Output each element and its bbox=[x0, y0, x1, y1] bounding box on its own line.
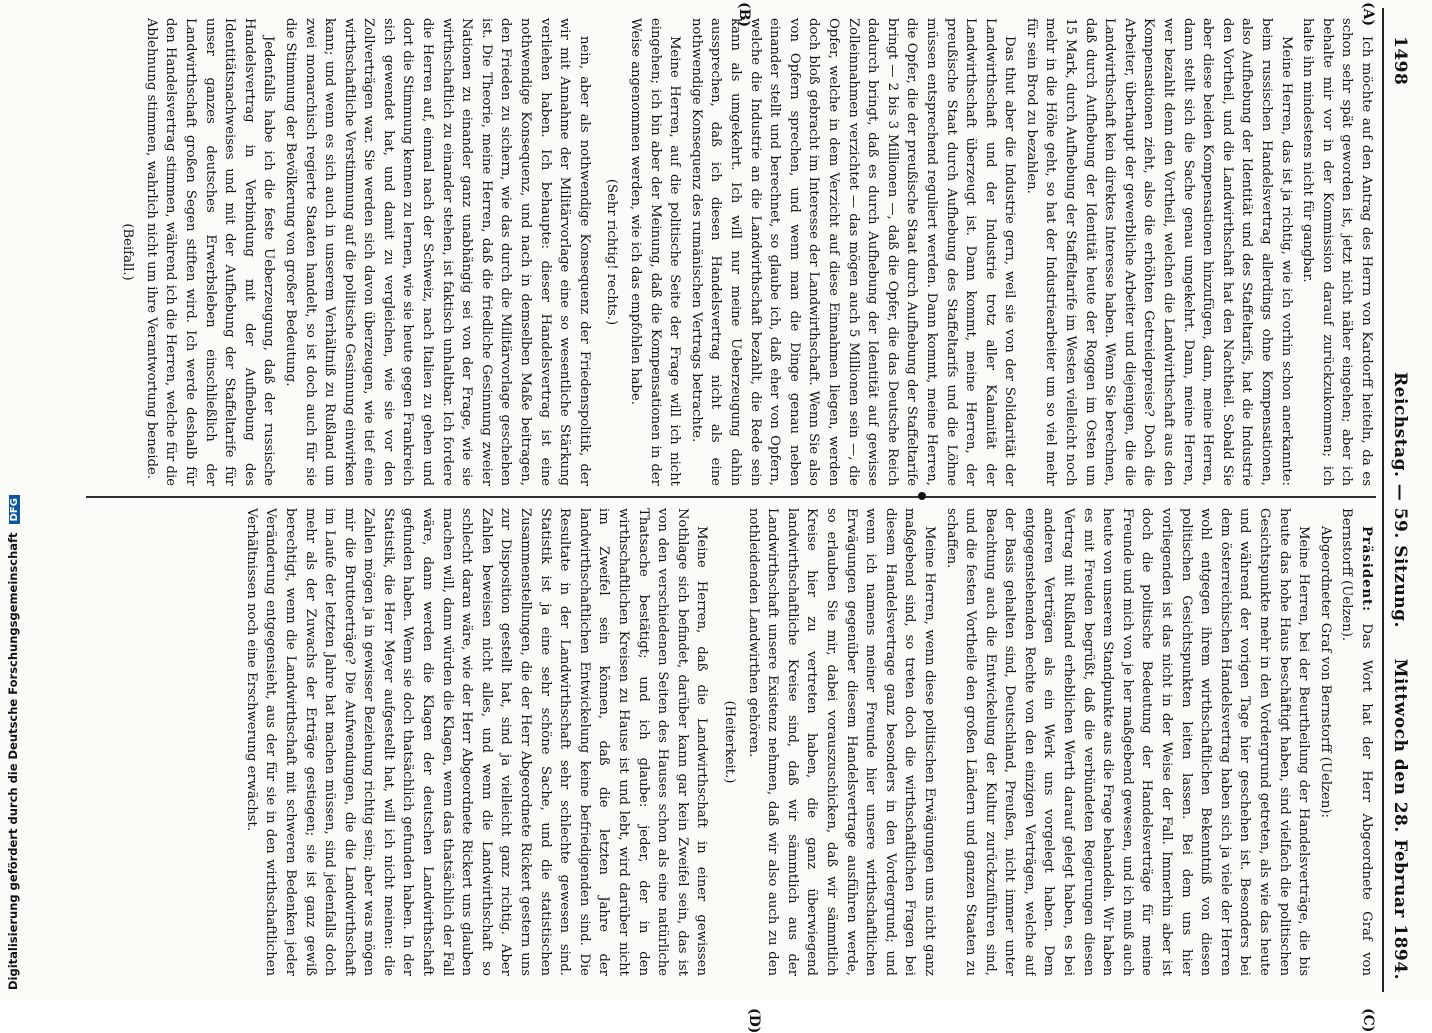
dfg-logo: DFG bbox=[9, 495, 20, 524]
running-head bbox=[1386, 8, 1412, 992]
right-column bbox=[76, 508, 1376, 976]
running-title: Reichstag. — 59. Sitzung. bbox=[1390, 372, 1410, 628]
paragraph: nein, aber als nothwendige Konsequenz der Friedenspolitik, der wir mit Annahme der Militärvorlage eine so wesentliche Stärkung verliehen haben. Ich behaupte: dieser Handelsvertrag ist eine nothwendige Konsequenz, und nach in demselben Maße beitragen, den Frieden zu sichern, wie das durch die Militärvorlage geschehen ist. Die Theorie, meine Herren, daß die friedliche Gesinnung zweier Nationen zu einander ganz unabhängig sei von der Frage, wie sie wirthschaftlich zu einander stehen, ist faktisch unhaltbar. Ich fordere die Herren auf, einmal nach der Schweiz, nach Italien zu gehen und dort die Stimmung kennen zu lernen, wie sie heute gegen Frankreich sich gewendet hat, und damit zu vergleichen, wie sie vor den Zollverträgen war. Sie werden sich davon überzeugen, wie tief eine wirthschaftliche Verstimmung auf die politische Gesinnung einwirken kann; und wenn es sich auch in unserem Verhältniß zu Rußland um zwei monarchisch regierte Staaten handelt, so ist doch auch für sie die Stimmung der Bevölkerung von großer Bedeutung. bbox=[282, 18, 592, 486]
header-rule bbox=[1382, 8, 1384, 992]
paragraph: Meine Herren, auf die politische Seite der Frage will ich nicht eingehen; ich bin aber der Meinung, daß die Kompensationen in der Weise angenommen werden, wie ich das empfohlen habe. bbox=[628, 18, 683, 486]
president-line bbox=[1337, 508, 1376, 976]
stage-direction: (Sehr richtig! rechts.) bbox=[604, 178, 620, 326]
session-date: Mittwoch den 28. Februar 1894. bbox=[1390, 658, 1410, 980]
margin-mark-a: (A) bbox=[1360, 2, 1376, 27]
speaker-intro: Das Wort hat der Herr Abgeordnete Graf von Bernstorff (Uelzen). bbox=[1339, 508, 1374, 976]
column-divider bbox=[86, 496, 1376, 498]
speaker-label: Präsident: bbox=[1359, 526, 1374, 613]
paragraph: Meine Herren, bei der Beurtheilung der Handelsverträge, die bis heute das hohe Haus beschäftigt haben, sind vielfach die politischen Gesichtspunkte mehr in den Vordergrund getreten, als wie das heute und während der vorigen Tage hier geschehen ist. Besonders bei dem österreichischen Handelsvertrag haben sich ja viele der Herren wohl entgegen ihrem wirthschaftlichen Bekenntniß von diesen politischen Gesichtspunkten leiten lassen. Bei dem uns hier vorliegenden ist das nicht in der Weise der Fall. Immerhin aber ist doch die politische Bedeutung der Handelsverträge für meine Freunde und mich von je her maßgebend gewesen, und ich muß auch heute von unserem Standpunkte aus die Frage behandeln. Wir haben es mit Freuden begrüßt, daß die verbündeten Regierungen diesen Vertrag mit Rußland erheblichen Werth darauf gelegt haben, es bei anderen Verträgen als ein Werk uns vorgelegt haben. Dem entgegenstehenden Rechte von den einzigen Verträgen, welche auf der Basis gehalten sind, Deutschland, Preußen, nicht immer unter Beachtung auch die Entwickelung der Kultur zurückzuführen sind, und die festen Vortheile den großen Ländern und ganzen Staaten zu schaffen. bbox=[943, 508, 1312, 976]
page-number: 1498 bbox=[1390, 36, 1410, 86]
paragraph: Ich möchte auf den Antrag des Herrn von Kardorff heiteln, da es schon sehr spät geworden ist, jetzt nicht näher eingehen; aber ich behalte mir vor in der Kommission darauf zurückzukommen; ich halte ihn mindestens nicht für gangbar. bbox=[1300, 18, 1374, 486]
paragraph: Das thut aber die Industrie gern, weil sie von der Solidarität der Landwirthschaft und der Industrie trotz aller Kalamität der Landwirthschaft überzeugt ist. Dann kommt, meine Herren, der preußische Staat durch Aufhebung des Staffeltarifs und die Löhne müssen entsprechend reguliert werden. Dann kommt, meine Herren, die Opfer, die der preußische Staat durch Aufhebung der Staffeltarife bringt — 2 bis 3 Millionen —, daß die Opfer, die das Deutsche Reich dadurch bringt, daß es durch Aufhebung der Identität auf gewisse Zolleinnahmen verzichtet — das mögen auch 5 Millionen sein —, die Opfer, welche in dem Verzicht auf diese Einnahmen liegen, werden doch bloß gebracht im Interesse der Landwirthschaft. Wenn Sie also von Opfern sprechen, und wenn man die Dinge genau neben einander stellt und berechnet, so glaube ich, daß eher von Opfern, welche die Industrie an die Landwirthschaft bezahlt, die Rede sein kann als umgekehrt. Ich will nur meine Ueberzeugung dahin aussprechen, daß ich diesen Handelsvertrag nicht als eine nothwendige Konsequenz des rumänischen Vertrags betrachte. bbox=[688, 18, 1018, 486]
stage-direction: (Beifall.) bbox=[120, 223, 136, 281]
paragraph: Meine Herren, daß die Landwirthschaft in einer gewissen Nothlage sich befindet, darüber kann gar kein Zweifel sein, das ist von den verschiedenen Seiten des Hauses schon als eine natürliche Thatsache bestätigt; und ich glaube: jeder, der in den wirthschaftlichen Kreisen zu Hause ist und lebt, wird darüber nicht im Zweifel sein können, daß die letzten Jahre der landwirthschaftlichen Entwickelung keine befriedigenden sind. Die Resultate in der Landwirthschaft sehr schlechte gewesen sind. Statistik ist ja eine sehr schöne Sache, und die statistischen Zusammenstellungen, die der Herr Abgeordnete Rickert gestern uns zur Disposition gestellt hat, sind ja vielleicht ganz richtig. Aber Zahlen beweisen nicht alles, und wenn die Landwirthschaft so schlecht daran wäre, wie der Herr Abgeordnete Rickert uns glauben machen will, dann würden die Klagen, wenn das thatsächlich der Fall wäre, dann werden die Klagen der deutschen Landwirthschaft gefunden haben. Wenn sie doch thatsächlich gefunden haben. In der Statistik, die Herr Meyer aufgestellt hat, will ich nicht meinen: die Zahlen mögen ja in gewisser Beziehung richtig sein; aber was mögen mir die Bruttoerträge? Die Aufwendungen, die die Landwirthschaft im Laufe der letzten Jahre hat machen müssen, sind jedenfalls doch mehr als der Zuwachs der Erträge gestiegen; sie ist ganz gewiß berechtigt, wenn die Landwirthschaft mit schweren Bedenken jeder Veränderung entgegensieht, aus der für sie in den wirthschaftlichen Verhältnissen noch eine Erschwerung erwächst. bbox=[243, 508, 710, 976]
paragraph: Jedenfalls habe ich die feste Ueberzeugung, daß der russische Handelsvertrag in Verbindung mit der Aufhebung des Identitätsnachweises und mit der Aufhebung der Staffeltarife für unser ganzes deutsches Erwerbsleben einschließlich der Landwirthschaft großen Segen stiften wird. Ich werde deshalb für den Handelsvertrag stimmen, während ich die Herren, welche für die Ablehnung stimmen, wahrlich nicht um ihre Verantwortung beneide. bbox=[143, 18, 277, 486]
speaker-heading: Abgeordneter Graf von Bernstorff (Uelzen): bbox=[1317, 526, 1333, 818]
paragraph: Meine Herren, das ist ja richtig, wie ich vorhin schon anerkannte: beim russischen Handelsvertrag allerdings ohne Kompensationen, also Aufhebung der Identität und des Staffeltarifs, hat die Industrie den Vortheil, und die Landwirthschaft hat den Nachtheil. Sobald Sie aber diese beiden Kompensationen hinzufügen, dann, meine Herren, dann stellt sich die Sache genau umgekehrt. Dann, meine Herren, wer bezahlt denn den Vortheil, welchen die Landwirthschaft aus den Kompensationen zieht, also die erhöhten Getreidepreise? Doch die Arbeiter, überhaupt der gewerbliche Arbeiter und diejenigen, die die Landwirthschaft kein direktes Interesse haben. Wenn Sie berechnen, daß durch Aufhebung der Identität heute der Roggen im Osten um 15 Mark, durch Aufhebung der Staffeltarife im Westen vielleicht noch mehr in die Höhe geht, so hat der Industriearbeiter um so viel mehr für sein Brod zu bezahlen. bbox=[1023, 18, 1294, 486]
margin-mark-c: (C) bbox=[1360, 1008, 1376, 1033]
left-column bbox=[76, 18, 1376, 486]
credit-text: Digitalisierung gefördert durch die Deutsche Forschungsgemeinschaft bbox=[6, 532, 20, 990]
stage-direction: (Heiterkeit.) bbox=[722, 700, 737, 784]
margin-mark-d: (D) bbox=[746, 1008, 762, 1033]
digitization-credit bbox=[6, 495, 20, 990]
paragraph: Meine Herren, wenn diese politischen Erwägungen uns nicht ganz maßgebend sind, so treten doch die wirthschaftlichen Fragen bei diesem Handelsvertrage ganz besonders in den Vordergrund; und wenn ich namens meiner Freunde hier unsere wirthschaftlichen Erwägungen gegenüber diesem Handelsvertrage ausführen werde, so erlauben Sie mir, dabei vorauszuschicken, daß wir sämmtlich Kreise hier zu vertreten haben, die ganz überwiegend landwirthschaftliche Kreise sind, daß wir sämmtlich aus der Landwirthschaft unsere Existenz nehmen, daß wir also auch zu den nothleidenden Landwirthen gehören. bbox=[745, 508, 937, 976]
margin-mark-b: (B) bbox=[736, 2, 752, 28]
rotated-page bbox=[22, 2, 1412, 1033]
fold-dot bbox=[918, 492, 926, 500]
